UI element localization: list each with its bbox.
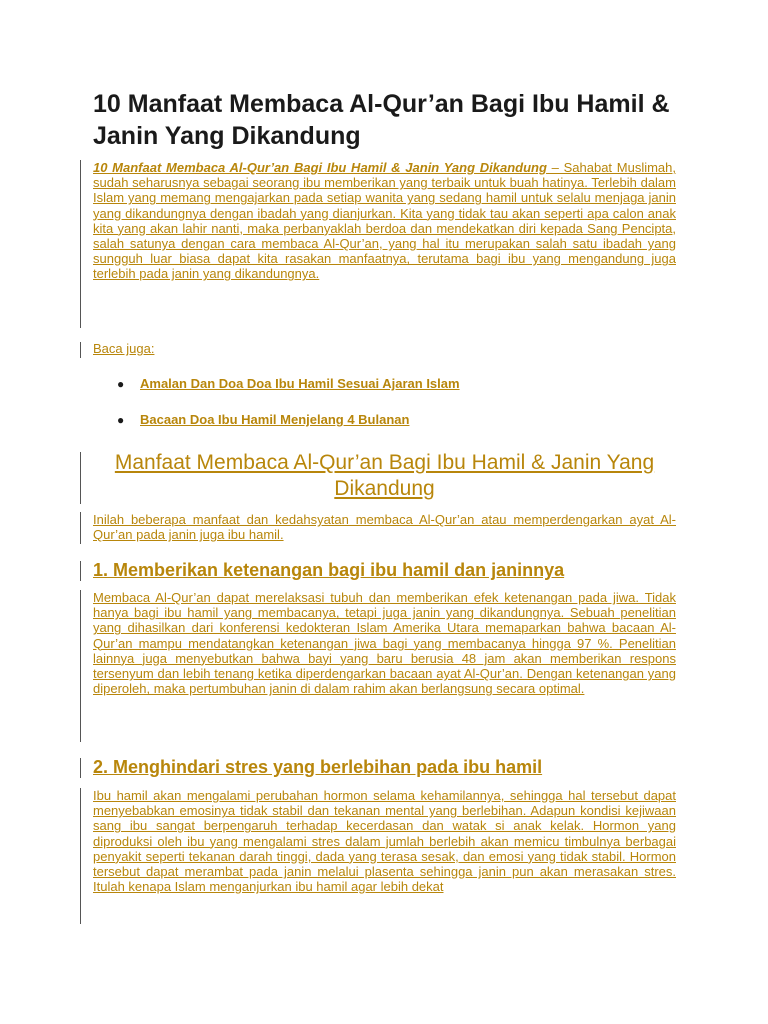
list-item [93,412,676,430]
point-2-heading[interactable]: 2. Menghindari stres yang berlebihan pada ibu hamil [93,757,543,777]
point-2-paragraph[interactable]: Ibu hamil akan mengalami perubahan hormon selama kehamilannya, sehingga hal tersebut dapat menyebabkan emosinya tidak stabil dan tekanan mental yang berlebihan. Adapun kondisi kejiwaan sang ibu sangat berpengaruh terhadap kecerdasan dan watak si anak kelak. Hormon yang diproduksi oleh ibu yang mengalami stres dalam jumlah berlebih akan memicu timbulnya berbagai penyakit seperti tekanan darah tinggi, dada yang terasa sesak, dan emosi yang tidak stabil. Hormon tersebut dapat merambat pada janin melalui plasenta sehingga janin pun akan merasakan stres. Itulah kenapa Islam menganjurkan ibu hamil agar lebih dekat [93,788,676,895]
page-title: 10 Manfaat Membaca Al-Qur’an Bagi Ibu Hamil & Janin Yang Dikandung [93,90,670,150]
baca-juga-label: Baca juga: [93,341,155,356]
related-link-1[interactable]: Amalan Dan Doa Doa Ibu Hamil Sesuai Ajaran Islam [140,376,460,391]
bullet-icon: ● [117,413,125,427]
list-item [93,376,676,394]
quote-bar [80,561,81,581]
intro-title-link[interactable]: 10 Manfaat Membaca Al-Qur’an Bagi Ibu Hamil & Janin Yang Dikandung [93,160,547,175]
quote-bar [80,342,81,358]
intro-paragraph[interactable] [93,160,676,282]
point-1-paragraph[interactable]: Membaca Al-Qur’an dapat merelaksasi tubuh dan memberikan efek ketenangan pada jiwa. Tidak hanya bagi ibu hamil yang membacanya, tetapi juga janin yang dikandungnya. Sebuah penelitian yang dihasilkan dari konferensi kedokteran Islam Amerika Utara memaparkan bahwa bacaan Al-Qur’an mampu mendatangkan ketenangan jiwa bagi yang membacanya hingga 97 %. Penelitian lainnya juga menyebutkan bahwa bayi yang baru berusia 48 jam akan memberikan respons tersenyum dan lebih tenang ketika diperdengarkan bacaan ayat Al-Qur’an. Dengan ketenangan yang diperoleh, maka pertumbuhan janin di dalam rahim akan berlangsung secara optimal. [93,590,676,697]
quote-bar [80,160,81,328]
quote-bar [80,788,81,924]
quote-bar [80,512,81,544]
quote-bar [80,452,81,504]
intro-text: – Sahabat Muslimah, sudah seharusnya sebagai seorang ibu memberikan yang terbaik untuk buah hatinya. Terlebih dalam Islam yang memang mengajarkan pada setiap wanita yang sedang hamil untuk selalu menjaga janin yang dikandungnya dengan ibadah yang dianjurkan. Kita yang tidak tau akan seperti apa calon anak kita yang akan lahir nanti, maka perbanyaklah berdoa dan mendekatkan diri kepada Sang Pencipta, salah satunya dengan cara membaca Al-Qur’an, yang hal itu merupakan salah satu ibadah yang sungguh luar biasa dapat kita rasakan manfaatnya, terutama bagi ibu yang mengandung juga terlebih pada janin yang dikandungnya. [93,160,677,282]
quote-bar [80,758,81,778]
section-heading[interactable]: Manfaat Membaca Al-Qur’an Bagi Ibu Hamil & Janin Yang Dikandung [114,451,655,500]
related-link-2[interactable]: Bacaan Doa Ibu Hamil Menjelang 4 Bulanan [140,412,410,427]
bullet-icon: ● [117,377,125,391]
section-intro-paragraph[interactable]: Inilah beberapa manfaat dan kedahsyatan membaca Al-Qur’an atau memperdengarkan ayat Al-Qur’an pada janin juga ibu hamil. [93,512,676,543]
point-1-heading[interactable]: 1. Memberikan ketenangan bagi ibu hamil dan janinnya [93,560,565,580]
quote-bar [80,590,81,742]
